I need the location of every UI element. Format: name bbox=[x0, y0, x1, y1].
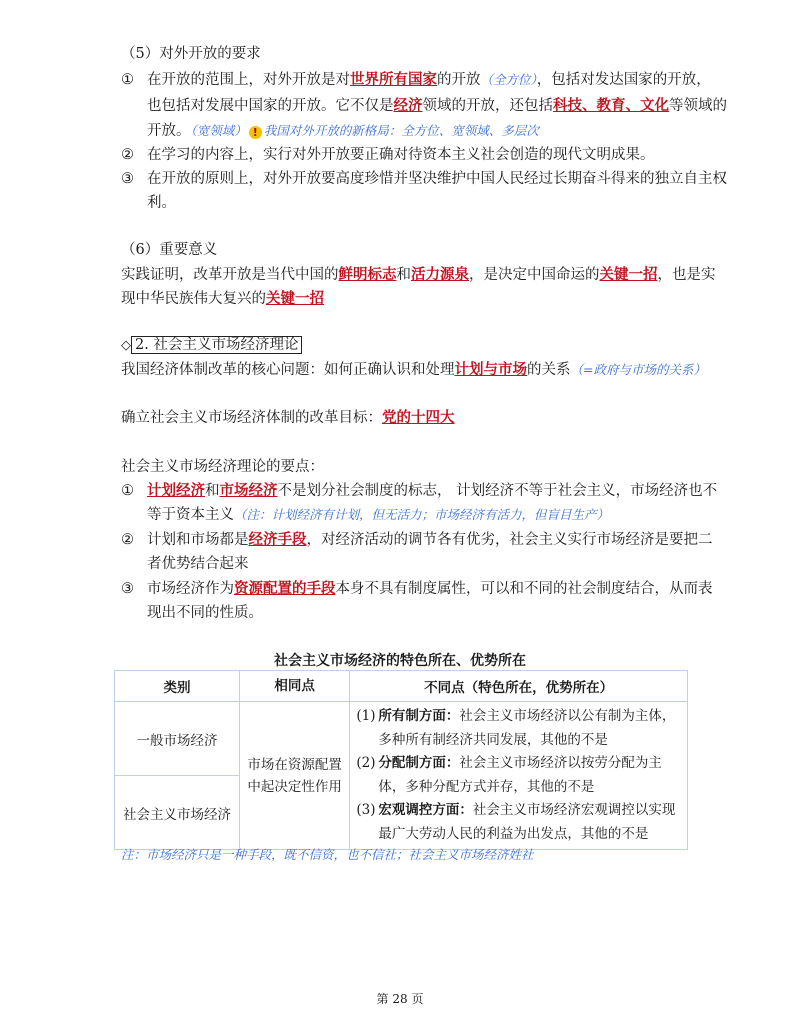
s2-points-heading: 社会主义市场经济理论的要点： bbox=[121, 459, 324, 475]
s6-line1 bbox=[121, 265, 716, 285]
s2-point3-line2: 现出不同的性质。 bbox=[147, 605, 263, 621]
item-number: (1) bbox=[356, 708, 376, 724]
text: 也包括对发展中国家的开放。它不仅是 bbox=[147, 98, 394, 114]
text: 市场经济作为 bbox=[147, 581, 234, 597]
s5-item3-line1 bbox=[121, 169, 727, 189]
table-note: 注：市场经济只是一种手段，既不信资，也不信社；社会主义市场经济姓社 bbox=[121, 847, 534, 862]
highlight: 市场经济 bbox=[219, 482, 278, 499]
text: 在开放的原则上，对外开放要高度珍惜并坚决维护中国人民经过长期奋斗得来的独立自主权 bbox=[147, 171, 727, 187]
s5-item1-line1 bbox=[121, 70, 711, 90]
section-2-heading bbox=[121, 335, 302, 356]
highlight: 关键一招 bbox=[266, 290, 324, 307]
common-line: 市场在资源配置 bbox=[247, 756, 342, 773]
header-differences: 不同点（特色所在，优势所在） bbox=[350, 671, 688, 702]
text: 现中华民族伟大复兴的 bbox=[121, 291, 266, 307]
highlight: 经济手段 bbox=[248, 531, 307, 548]
label: 宏观调控方面： bbox=[378, 802, 473, 818]
highlight: 鲜明标志 bbox=[338, 266, 397, 283]
highlight: 活力源泉 bbox=[411, 266, 469, 283]
section-6-heading: （6）重要意义 bbox=[121, 242, 218, 258]
s5-item1-line2 bbox=[147, 96, 727, 116]
s5-item2 bbox=[121, 145, 655, 165]
text: 和 bbox=[396, 267, 411, 283]
s5-item1-line3 bbox=[147, 121, 539, 141]
warning-icon: ! bbox=[249, 126, 262, 139]
text: ，对经济活动的调节各有优劣，社会主义实行市场经济是要把二 bbox=[306, 532, 713, 548]
item-number: (3) bbox=[356, 802, 376, 818]
s2-reform-goal bbox=[121, 408, 455, 428]
text: 和 bbox=[205, 483, 220, 499]
s2-point2-line2: 者优势结合起来 bbox=[147, 556, 249, 572]
highlight: 计划经济 bbox=[147, 482, 205, 499]
annotation: （注：计划经济有计划，但无活力；市场经济有活力，但盲目生产） bbox=[234, 507, 610, 522]
annotation: （全方位） bbox=[480, 72, 537, 87]
text: 计划和市场都是 bbox=[147, 532, 249, 548]
common-line: 中起决定性作用 bbox=[247, 778, 342, 795]
text: 社会主义市场经济以按劳分配为主体，多种分配方式并存，其他的不是 bbox=[378, 755, 662, 795]
differences-cell bbox=[350, 702, 688, 850]
difference-item bbox=[356, 752, 681, 799]
text: 的关系 bbox=[527, 362, 571, 378]
table-row bbox=[115, 702, 688, 776]
text: 我国经济体制改革的核心问题：如何正确认识和处理 bbox=[121, 362, 455, 378]
annotation: （=政府与市场的关系） bbox=[570, 362, 706, 377]
highlight: 资源配置的手段 bbox=[234, 580, 336, 597]
header-category: 类别 bbox=[115, 671, 240, 702]
item-number: ③ bbox=[121, 581, 134, 597]
s2-point3-line1 bbox=[121, 579, 713, 599]
highlight: 党的十四大 bbox=[382, 409, 455, 426]
category-socialist: 社会主义市场经济 bbox=[115, 776, 240, 850]
s2-point1-line2 bbox=[147, 505, 609, 525]
comparison-table bbox=[114, 670, 688, 850]
diamond-icon: ◇ bbox=[121, 338, 131, 353]
s2-core-question bbox=[121, 360, 706, 380]
table-title: 社会主义市场经济的特色所在、优势所在 bbox=[274, 653, 526, 669]
header-common: 相同点 bbox=[239, 671, 349, 702]
section-5-heading: （5）对外开放的要求 bbox=[121, 46, 261, 62]
common-point-cell bbox=[239, 702, 349, 850]
text: 社会主义市场经济以公有制为主体，多种所有制经济共同发展，其他的不是 bbox=[378, 708, 676, 748]
item-number: ① bbox=[121, 72, 134, 88]
item-number: ② bbox=[121, 147, 134, 163]
highlight: 经济 bbox=[393, 97, 423, 114]
s2-point2-line1 bbox=[121, 530, 713, 550]
table-header-row bbox=[115, 671, 688, 702]
s2-point1-line1 bbox=[121, 481, 717, 501]
highlight: 科技、教育、文化 bbox=[553, 97, 669, 114]
category-general: 一般市场经济 bbox=[115, 702, 240, 776]
text: ，也是实 bbox=[657, 267, 716, 283]
item-number: ③ bbox=[121, 171, 134, 187]
item-number: ② bbox=[121, 532, 134, 548]
text: 等领域的 bbox=[669, 98, 727, 114]
s5-item3-line2: 利。 bbox=[147, 195, 176, 211]
text: 的开放 bbox=[437, 72, 481, 88]
highlight: 计划与市场 bbox=[454, 361, 527, 378]
item-number: (2) bbox=[356, 755, 376, 771]
text: 领域的开放，还包括 bbox=[422, 98, 553, 114]
text: 本身不具有制度属性，可以和不同的社会制度结合，从而表 bbox=[335, 581, 713, 597]
text: 在学习的内容上，实行对外开放要正确对待资本主义社会创造的现代文明成果。 bbox=[147, 147, 655, 163]
label: 分配制方面： bbox=[378, 755, 460, 771]
text: 等于资本主义 bbox=[147, 507, 234, 523]
boxed-heading: 2. 社会主义市场经济理论 bbox=[131, 336, 302, 354]
s6-line2 bbox=[121, 289, 324, 309]
item-number: ① bbox=[121, 483, 134, 499]
text: 确立社会主义市场经济体制的改革目标： bbox=[121, 410, 382, 426]
page-number: 第 28 页 bbox=[376, 992, 424, 1006]
annotation: 我国对外开放的新格局：全方位、宽领域、多层次 bbox=[263, 123, 539, 138]
text: 实践证明，改革开放是当代中国的 bbox=[121, 267, 339, 283]
text: 在开放的范围上，对外开放是对 bbox=[147, 72, 350, 88]
label: 所有制方面： bbox=[378, 708, 460, 724]
text: ，是决定中国命运的 bbox=[469, 267, 600, 283]
text: ，包括对发达国家的开放， bbox=[536, 72, 711, 88]
difference-item bbox=[356, 705, 681, 752]
text: 开放。 bbox=[147, 123, 191, 139]
difference-item bbox=[356, 799, 681, 846]
annotation: （宽领域） bbox=[190, 123, 247, 138]
highlight: 世界所有国家 bbox=[350, 71, 437, 88]
text: 社会主义市场经济宏观调控以实现最广大劳动人民的利益为出发点，其他的不是 bbox=[378, 802, 676, 842]
text: 不是划分社会制度的标志， 计划经济不等于社会主义，市场经济也不 bbox=[277, 483, 718, 499]
highlight: 关键一招 bbox=[599, 266, 658, 283]
